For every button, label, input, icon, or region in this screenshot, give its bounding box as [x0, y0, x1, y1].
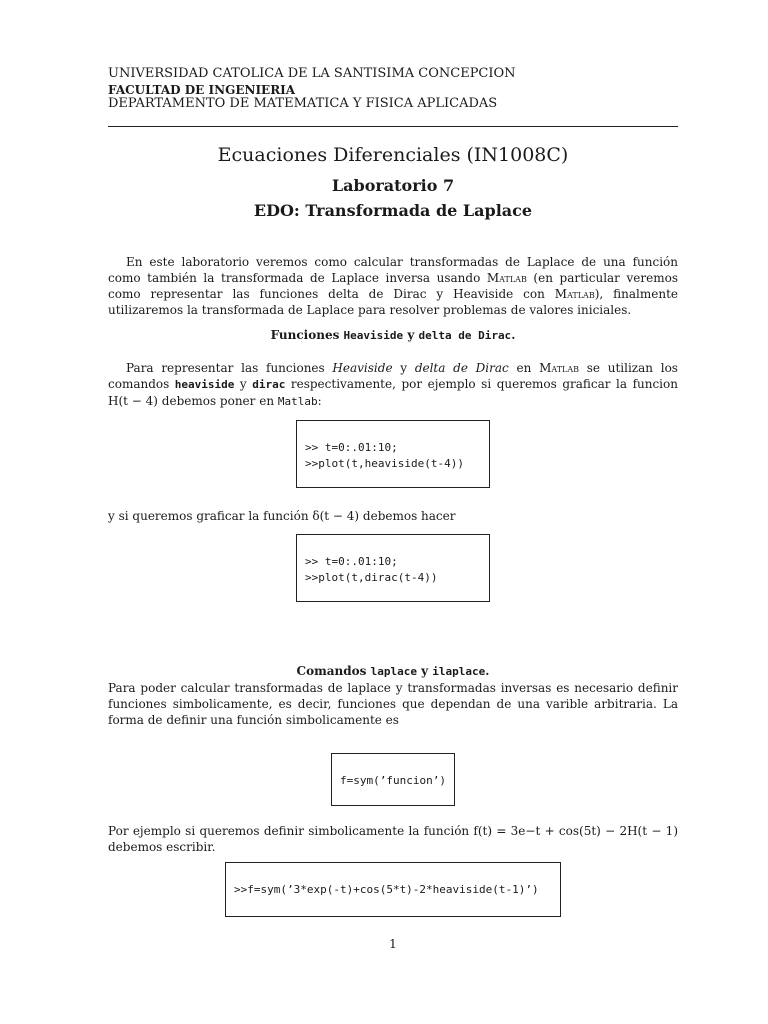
code-box-example	[225, 862, 561, 917]
code-line: >>plot(t,dirac(t-4))	[305, 571, 438, 584]
code-line: >>plot(t,heaviside(t-4))	[305, 457, 464, 470]
dirac-paragraph: y si queremos graficar la función δ(t − 4) debemos hacer	[108, 509, 456, 523]
code-line: >>f=sym(’3*exp(-t)+cos(5*t)-2*heaviside(t-1)’)	[234, 883, 539, 896]
lab-title: Laboratorio 7	[331, 176, 455, 195]
page-number: 1	[389, 937, 397, 951]
code-box-dirac	[296, 534, 490, 602]
intro-paragraph: En este laboratorio veremos como calcular transformadas de Laplace de una función como también la transformada de Laplace inversa usando Matlab (en particular veremos como representar las funciones delta de Dirac y Heaviside con Matlab), finalmente utilizaremos la transformada de Laplace para resolver problemas de valores iniciales.	[108, 255, 679, 317]
section-heading-laplace: Comandos laplace y ilaplace.	[296, 664, 490, 678]
faculty-name: FACULTAD DE INGENIERIA	[108, 83, 296, 97]
symbolic-paragraph: Para poder calcular transformadas de laplace y transformadas inversas es necesario definir funciones simbolicamente, es decir, funciones que dependan de una varible arbitraria. La forma de definir una función simbolicamente es	[108, 681, 678, 727]
code-line: >> t=0:.01:10;	[305, 441, 398, 454]
code-box-heaviside	[296, 420, 490, 488]
section-heading-heaviside-dirac: Funciones Heaviside y delta de Dirac.	[270, 328, 516, 342]
header-rule	[108, 126, 678, 127]
department-name: DEPARTAMENTO DE MATEMATICA Y FISICA APLICADAS	[108, 96, 498, 111]
code-box-sym	[331, 753, 455, 806]
code-line: >> t=0:.01:10;	[305, 555, 398, 568]
example-paragraph: Por ejemplo si queremos definir simbolicamente la función f(t) = 3e−t + cos(5t) − 2H(t − 1) debemos escribir.	[108, 824, 678, 854]
course-title: Ecuaciones Diferenciales (IN1008C)	[217, 144, 569, 166]
lab-subtitle: EDO: Transformada de Laplace	[253, 201, 533, 220]
heaviside-dirac-paragraph: Para representar las funciones Heaviside y delta de Dirac en Matlab se utilizan los comandos heaviside y dirac respectivamente, por ejemplo si queremos graficar la funcion H(t − 4) debemos poner en Matlab:	[108, 361, 678, 408]
code-line: f=sym(’funcion’)	[340, 774, 446, 787]
university-name: UNIVERSIDAD CATOLICA DE LA SANTISIMA CONCEPCION	[108, 66, 516, 81]
